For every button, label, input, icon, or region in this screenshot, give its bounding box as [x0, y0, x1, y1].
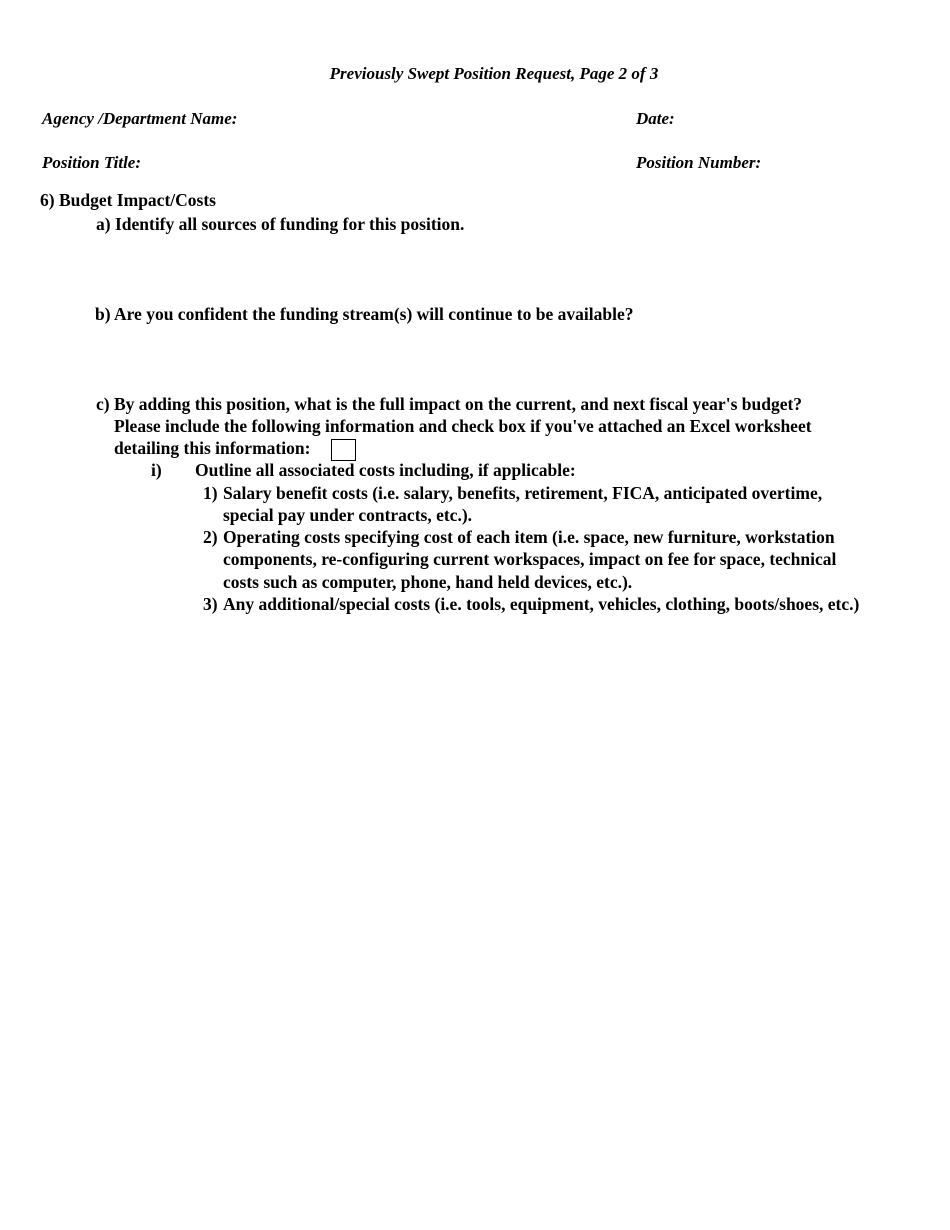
- sub-item-i-marker: i): [151, 460, 162, 480]
- page-header-title: Previously Swept Position Request, Page 2 of 3: [329, 64, 659, 83]
- cost-item-number: 3): [203, 594, 218, 614]
- cost-item-number: 2): [203, 527, 218, 547]
- cost-item-line: components, re-configuring current workspaces, impact on fee for space, technical: [223, 549, 837, 569]
- position-number-label: Position Number:: [636, 153, 762, 172]
- question-a-funding-sources: a) Identify all sources of funding for this position.: [96, 214, 465, 234]
- excel-worksheet-attached-checkbox[interactable]: [331, 439, 356, 461]
- question-c-line: detailing this information:: [114, 438, 311, 458]
- question-c-line: Please include the following information and check box if you've attached an Excel worksheet: [114, 416, 812, 436]
- cost-item-line: Operating costs specifying cost of each item (i.e. space, new furniture, workstation: [223, 527, 835, 547]
- question-b-funding-confidence: b) Are you confident the funding stream(s) will continue to be available?: [95, 304, 634, 324]
- section-heading-budget-impact: 6) Budget Impact/Costs: [40, 190, 216, 210]
- date-label: Date:: [636, 109, 675, 128]
- cost-item-line: Any additional/special costs (i.e. tools, equipment, vehicles, clothing, boots/shoes, etc.): [223, 594, 860, 614]
- cost-item-number: 1): [203, 483, 218, 503]
- agency-department-name-label: Agency /Department Name:: [42, 109, 238, 128]
- cost-item-line: special pay under contracts, etc.).: [223, 505, 473, 525]
- cost-item-line: Salary benefit costs (i.e. salary, benefits, retirement, FICA, anticipated overtime,: [223, 483, 823, 503]
- position-title-label: Position Title:: [42, 153, 142, 172]
- cost-item-line: costs such as computer, phone, hand held devices, etc.).: [223, 572, 633, 592]
- sub-item-i-text: Outline all associated costs including, if applicable:: [195, 460, 576, 480]
- question-c-line: c) By adding this position, what is the full impact on the current, and next fiscal year's budget?: [96, 394, 803, 414]
